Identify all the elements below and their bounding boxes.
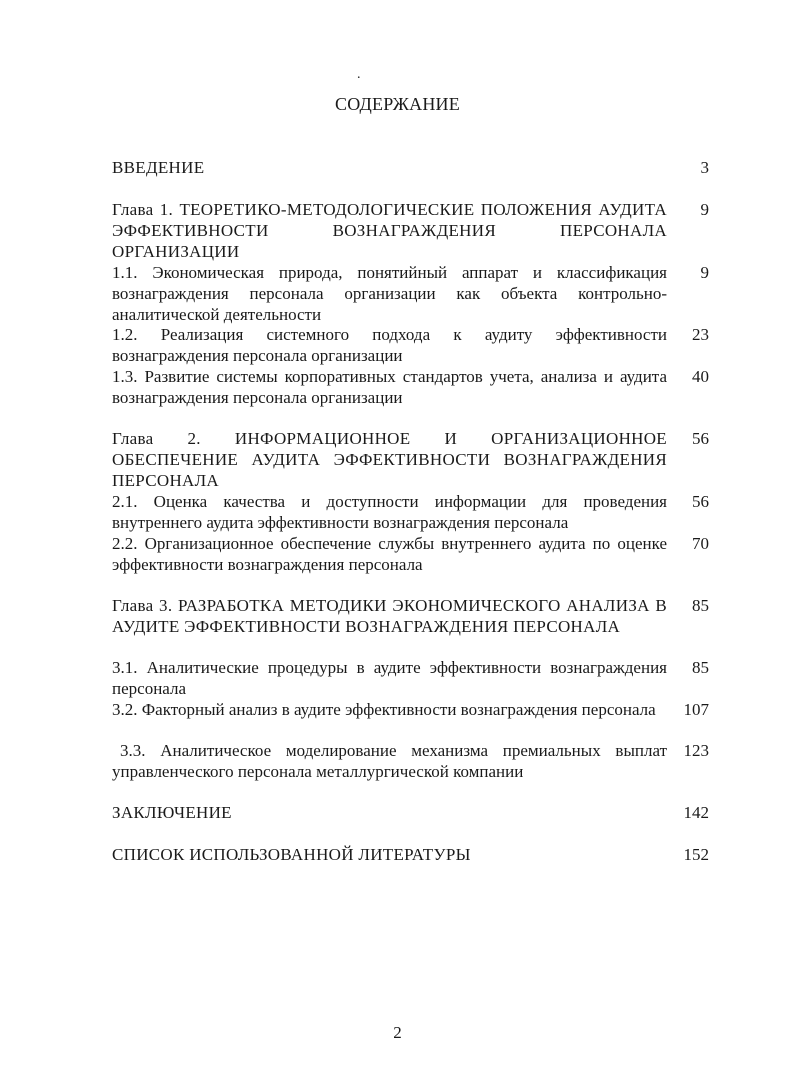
toc-page-number: 3 bbox=[700, 158, 709, 177]
toc-entry-section-3-1[interactable] bbox=[112, 657, 667, 699]
stray-mark: . bbox=[357, 67, 361, 82]
toc-entry-chapter-2[interactable] bbox=[112, 428, 667, 491]
toc-entry-section-2-1[interactable] bbox=[112, 491, 667, 533]
toc-page-number: 9 bbox=[700, 263, 709, 282]
toc-page-number: 9 bbox=[700, 200, 709, 219]
toc-entry-text: 1.2. Реализация системного подхода к аудиту эффективности вознаграждения персонала организации bbox=[112, 325, 667, 365]
toc-page-number: 40 bbox=[692, 367, 709, 386]
toc-page-number: 123 bbox=[683, 741, 709, 760]
toc-entry-section-2-2[interactable] bbox=[112, 533, 667, 575]
toc-page-number: 142 bbox=[683, 803, 709, 822]
page-number: 2 bbox=[393, 1023, 402, 1042]
toc-entry-section-1-1[interactable] bbox=[112, 262, 667, 325]
toc-entry-text: 2.2. Организационное обеспечение службы внутреннего аудита по оценке эффективности вознаграждения персонала bbox=[112, 534, 667, 574]
toc-page-number: 107 bbox=[683, 700, 709, 719]
toc-page-number: 56 bbox=[692, 429, 709, 448]
toc-entry-section-3-3[interactable] bbox=[112, 740, 667, 782]
toc-entry-section-1-3[interactable] bbox=[112, 366, 667, 408]
toc-entry-text: СПИСОК ИСПОЛЬЗОВАННОЙ ЛИТЕРАТУРЫ bbox=[112, 845, 471, 864]
toc-entry-chapter-1[interactable] bbox=[112, 199, 667, 262]
toc-entry-text: 3.2. Факторный анализ в аудите эффективности вознаграждения персонала bbox=[112, 700, 656, 719]
toc-entry-section-1-2[interactable] bbox=[112, 324, 667, 366]
toc-page-number: 23 bbox=[692, 325, 709, 344]
toc-entry-section-3-2[interactable] bbox=[112, 699, 667, 720]
toc-entry-chapter-3[interactable] bbox=[112, 595, 667, 637]
toc-entry-bibliography[interactable] bbox=[112, 844, 667, 865]
toc-entry-text: Глава 1. ТЕОРЕТИКО-МЕТОДОЛОГИЧЕСКИЕ ПОЛОЖЕНИЯ АУДИТА ЭФФЕКТИВНОСТИ ВОЗНАГРАЖДЕНИЯ ПЕРСОНАЛА ОРГАНИЗАЦИИ bbox=[112, 200, 667, 261]
page-title: СОДЕРЖАНИЕ bbox=[335, 94, 460, 114]
toc-page-number: 70 bbox=[692, 534, 709, 553]
toc-entry-text: 2.1. Оценка качества и доступности информации для проведения внутреннего аудита эффективности вознаграждения персонала bbox=[112, 492, 667, 532]
toc-entry-text: Глава 3. РАЗРАБОТКА МЕТОДИКИ ЭКОНОМИЧЕСКОГО АНАЛИЗА В АУДИТЕ ЭФФЕКТИВНОСТИ ВОЗНАГРАЖДЕНИЯ ПЕРСОНАЛА bbox=[112, 596, 667, 636]
toc-entry-introduction[interactable] bbox=[112, 157, 667, 178]
toc-page-number: 152 bbox=[683, 845, 709, 864]
toc-entry-text: 1.3. Развитие системы корпоративных стандартов учета, анализа и аудита вознаграждения персонала организации bbox=[112, 367, 667, 407]
toc-entry-text: ЗАКЛЮЧЕНИЕ bbox=[112, 803, 232, 822]
toc-page-number: 85 bbox=[692, 596, 709, 615]
toc-page-number: 56 bbox=[692, 492, 709, 511]
toc-entry-text: 1.1. Экономическая природа, понятийный аппарат и классификация вознаграждения персонала организации как объекта контрольно-аналитической деятельности bbox=[112, 263, 667, 324]
toc-entry-text: ВВЕДЕНИЕ bbox=[112, 158, 205, 177]
toc-entry-text: 3.3. Аналитическое моделирование механизма премиальных выплат управленческого персонала металлургической компании bbox=[112, 741, 667, 781]
toc-entry-text: Глава 2. ИНФОРМАЦИОННОЕ И ОРГАНИЗАЦИОННОЕ ОБЕСПЕЧЕНИЕ АУДИТА ЭФФЕКТИВНОСТИ ВОЗНАГРАЖДЕНИЯ ПЕРСОНАЛА bbox=[112, 429, 667, 490]
toc-entry-text: 3.1. Аналитические процедуры в аудите эффективности вознаграждения персонала bbox=[112, 658, 667, 698]
toc-entry-conclusion[interactable] bbox=[112, 802, 667, 823]
toc-page-number: 85 bbox=[692, 658, 709, 677]
